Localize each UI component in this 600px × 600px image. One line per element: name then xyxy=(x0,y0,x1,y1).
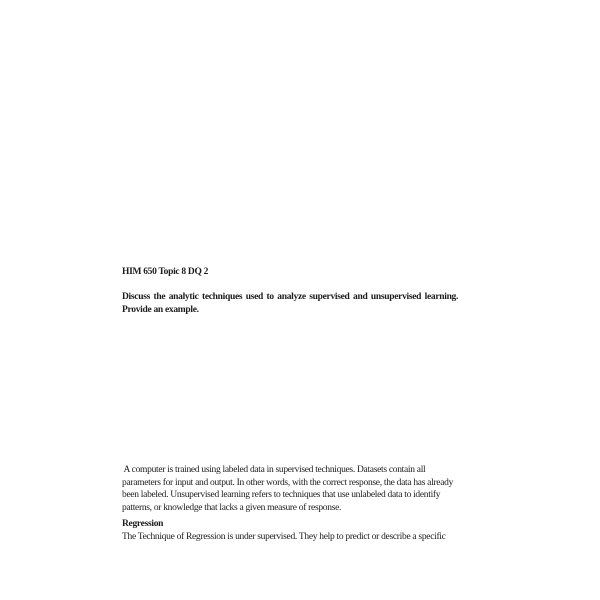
body-line: A computer is trained using labeled data in supervised techniques. Datasets contain all xyxy=(122,465,426,475)
document-title-block xyxy=(122,266,478,279)
regression-heading: Regression xyxy=(122,519,164,529)
prompt-line: Discuss the analytic techniques used to analyze supervised and unsupervised learning. xyxy=(122,292,459,302)
prompt-line: Provide an example. xyxy=(122,304,199,315)
body-line: parameters for input and output. In other words, with the correct response, the data has already xyxy=(122,477,454,488)
body-line: patterns, or knowledge that lacks a given measure of response. xyxy=(122,502,342,513)
discussion-prompt xyxy=(122,291,478,316)
regression-line: The Technique of Regression is under supervised. They help to predict or describe a specific xyxy=(122,531,446,542)
regression-section xyxy=(122,518,478,543)
body-line: been labeled. Unsupervised learning refers to techniques that use unlabeled data to identify xyxy=(122,490,441,500)
document-title: HIM 650 Topic 8 DQ 2 xyxy=(122,267,209,277)
body-paragraph xyxy=(122,464,478,514)
